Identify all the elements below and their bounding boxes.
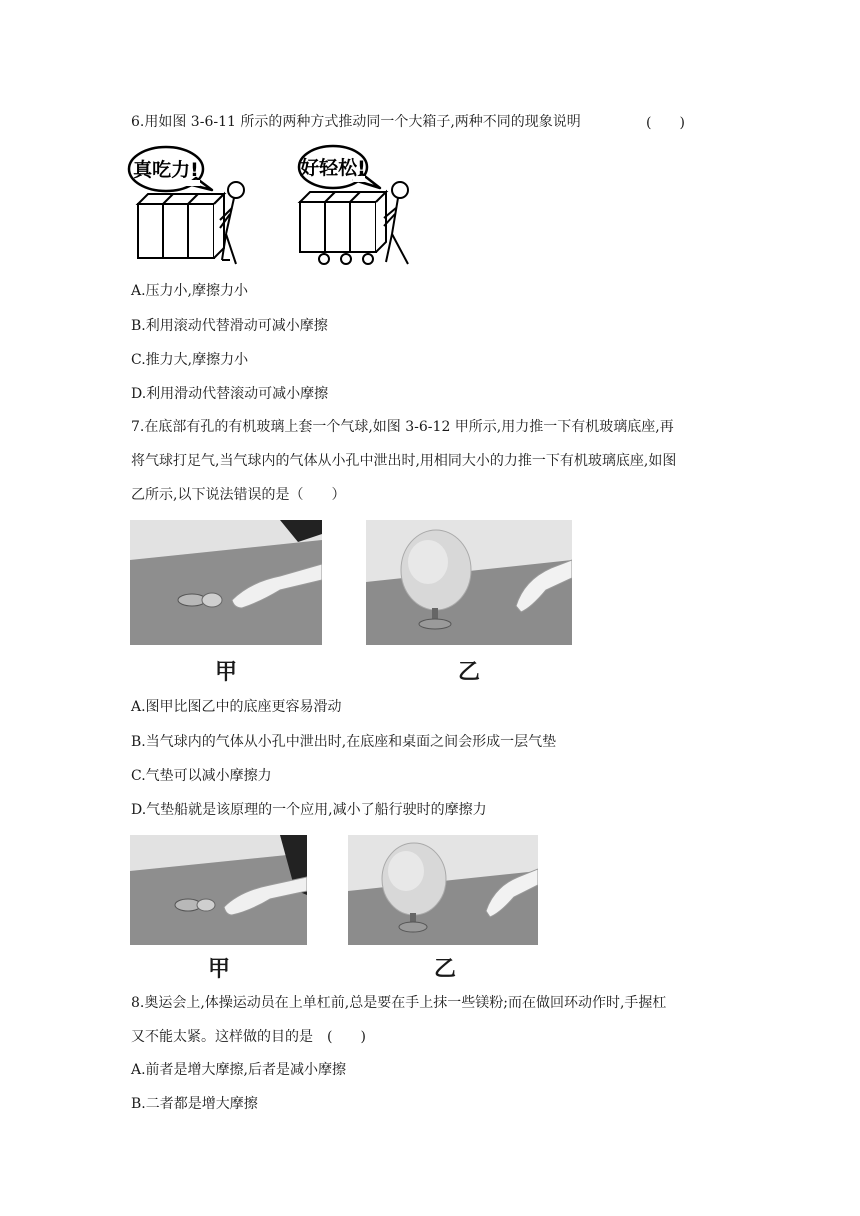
q7-option-c: C.气垫可以减小摩擦力: [131, 768, 272, 784]
q6-stem: 6.用如图 3-6-11 所示的两种方式推动同一个大箱子,两种不同的现象说明: [131, 114, 581, 130]
q6-answer-paren: ( ): [646, 115, 685, 131]
q7-photo-yi: [366, 520, 572, 645]
q6-figure-box-pushing: [126, 142, 426, 272]
q7-caption-yi: 乙: [458, 660, 481, 685]
q8-option-a: A.前者是增大摩擦,后者是减小摩擦: [131, 1062, 347, 1078]
q7-stem-line-2: 将气球打足气,当气球内的气体从小孔中泄出时,用相同大小的力推一下有机玻璃底座,如图: [131, 453, 677, 469]
q6-option-a: A.压力小,摩擦力小: [131, 283, 249, 299]
q7-caption-yi-repeat: 乙: [434, 957, 457, 982]
q8-option-b: B.二者都是增大摩擦: [131, 1096, 258, 1112]
q7-photo-jia: [130, 520, 322, 645]
q7-stem-line-3: 乙所示,以下说法错误的是（ ）: [131, 487, 346, 503]
q7-caption-jia-repeat: 甲: [208, 957, 231, 982]
q7-caption-jia: 甲: [215, 660, 238, 685]
q7-photo-jia-repeat: [130, 835, 307, 945]
q6-bubble-left-text: 真吃力!: [133, 159, 199, 181]
q7-stem-line-1: 7.在底部有孔的有机玻璃上套一个气球,如图 3-6-12 甲所示,用力推一下有机玻璃底座,再: [131, 419, 674, 435]
q8-stem-line-1: 8.奥运会上,体操运动员在上单杠前,总是要在手上抹一些镁粉;而在做回环动作时,手握杠: [131, 995, 667, 1011]
q6-bubble-right-text: 好轻松!: [300, 157, 366, 179]
q6-option-d: D.利用滑动代替滚动可减小摩擦: [131, 386, 329, 402]
q6-option-c: C.推力大,摩擦力小: [131, 352, 249, 368]
q6-scene-rolling: [299, 146, 408, 264]
q7-option-d: D.气垫船就是该原理的一个应用,减小了船行驶时的摩擦力: [131, 802, 487, 818]
q7-option-a: A.图甲比图乙中的底座更容易滑动: [131, 699, 342, 715]
q8-stem-line-2: 又不能太紧。这样做的目的是 ( ): [131, 1029, 366, 1045]
q6-option-b: B.利用滚动代替滑动可减小摩擦: [131, 318, 328, 334]
q7-photo-yi-repeat: [348, 835, 538, 945]
q7-option-b: B.当气球内的气体从小孔中泄出时,在底座和桌面之间会形成一层气垫: [131, 734, 557, 750]
q6-scene-sliding: [129, 147, 244, 264]
